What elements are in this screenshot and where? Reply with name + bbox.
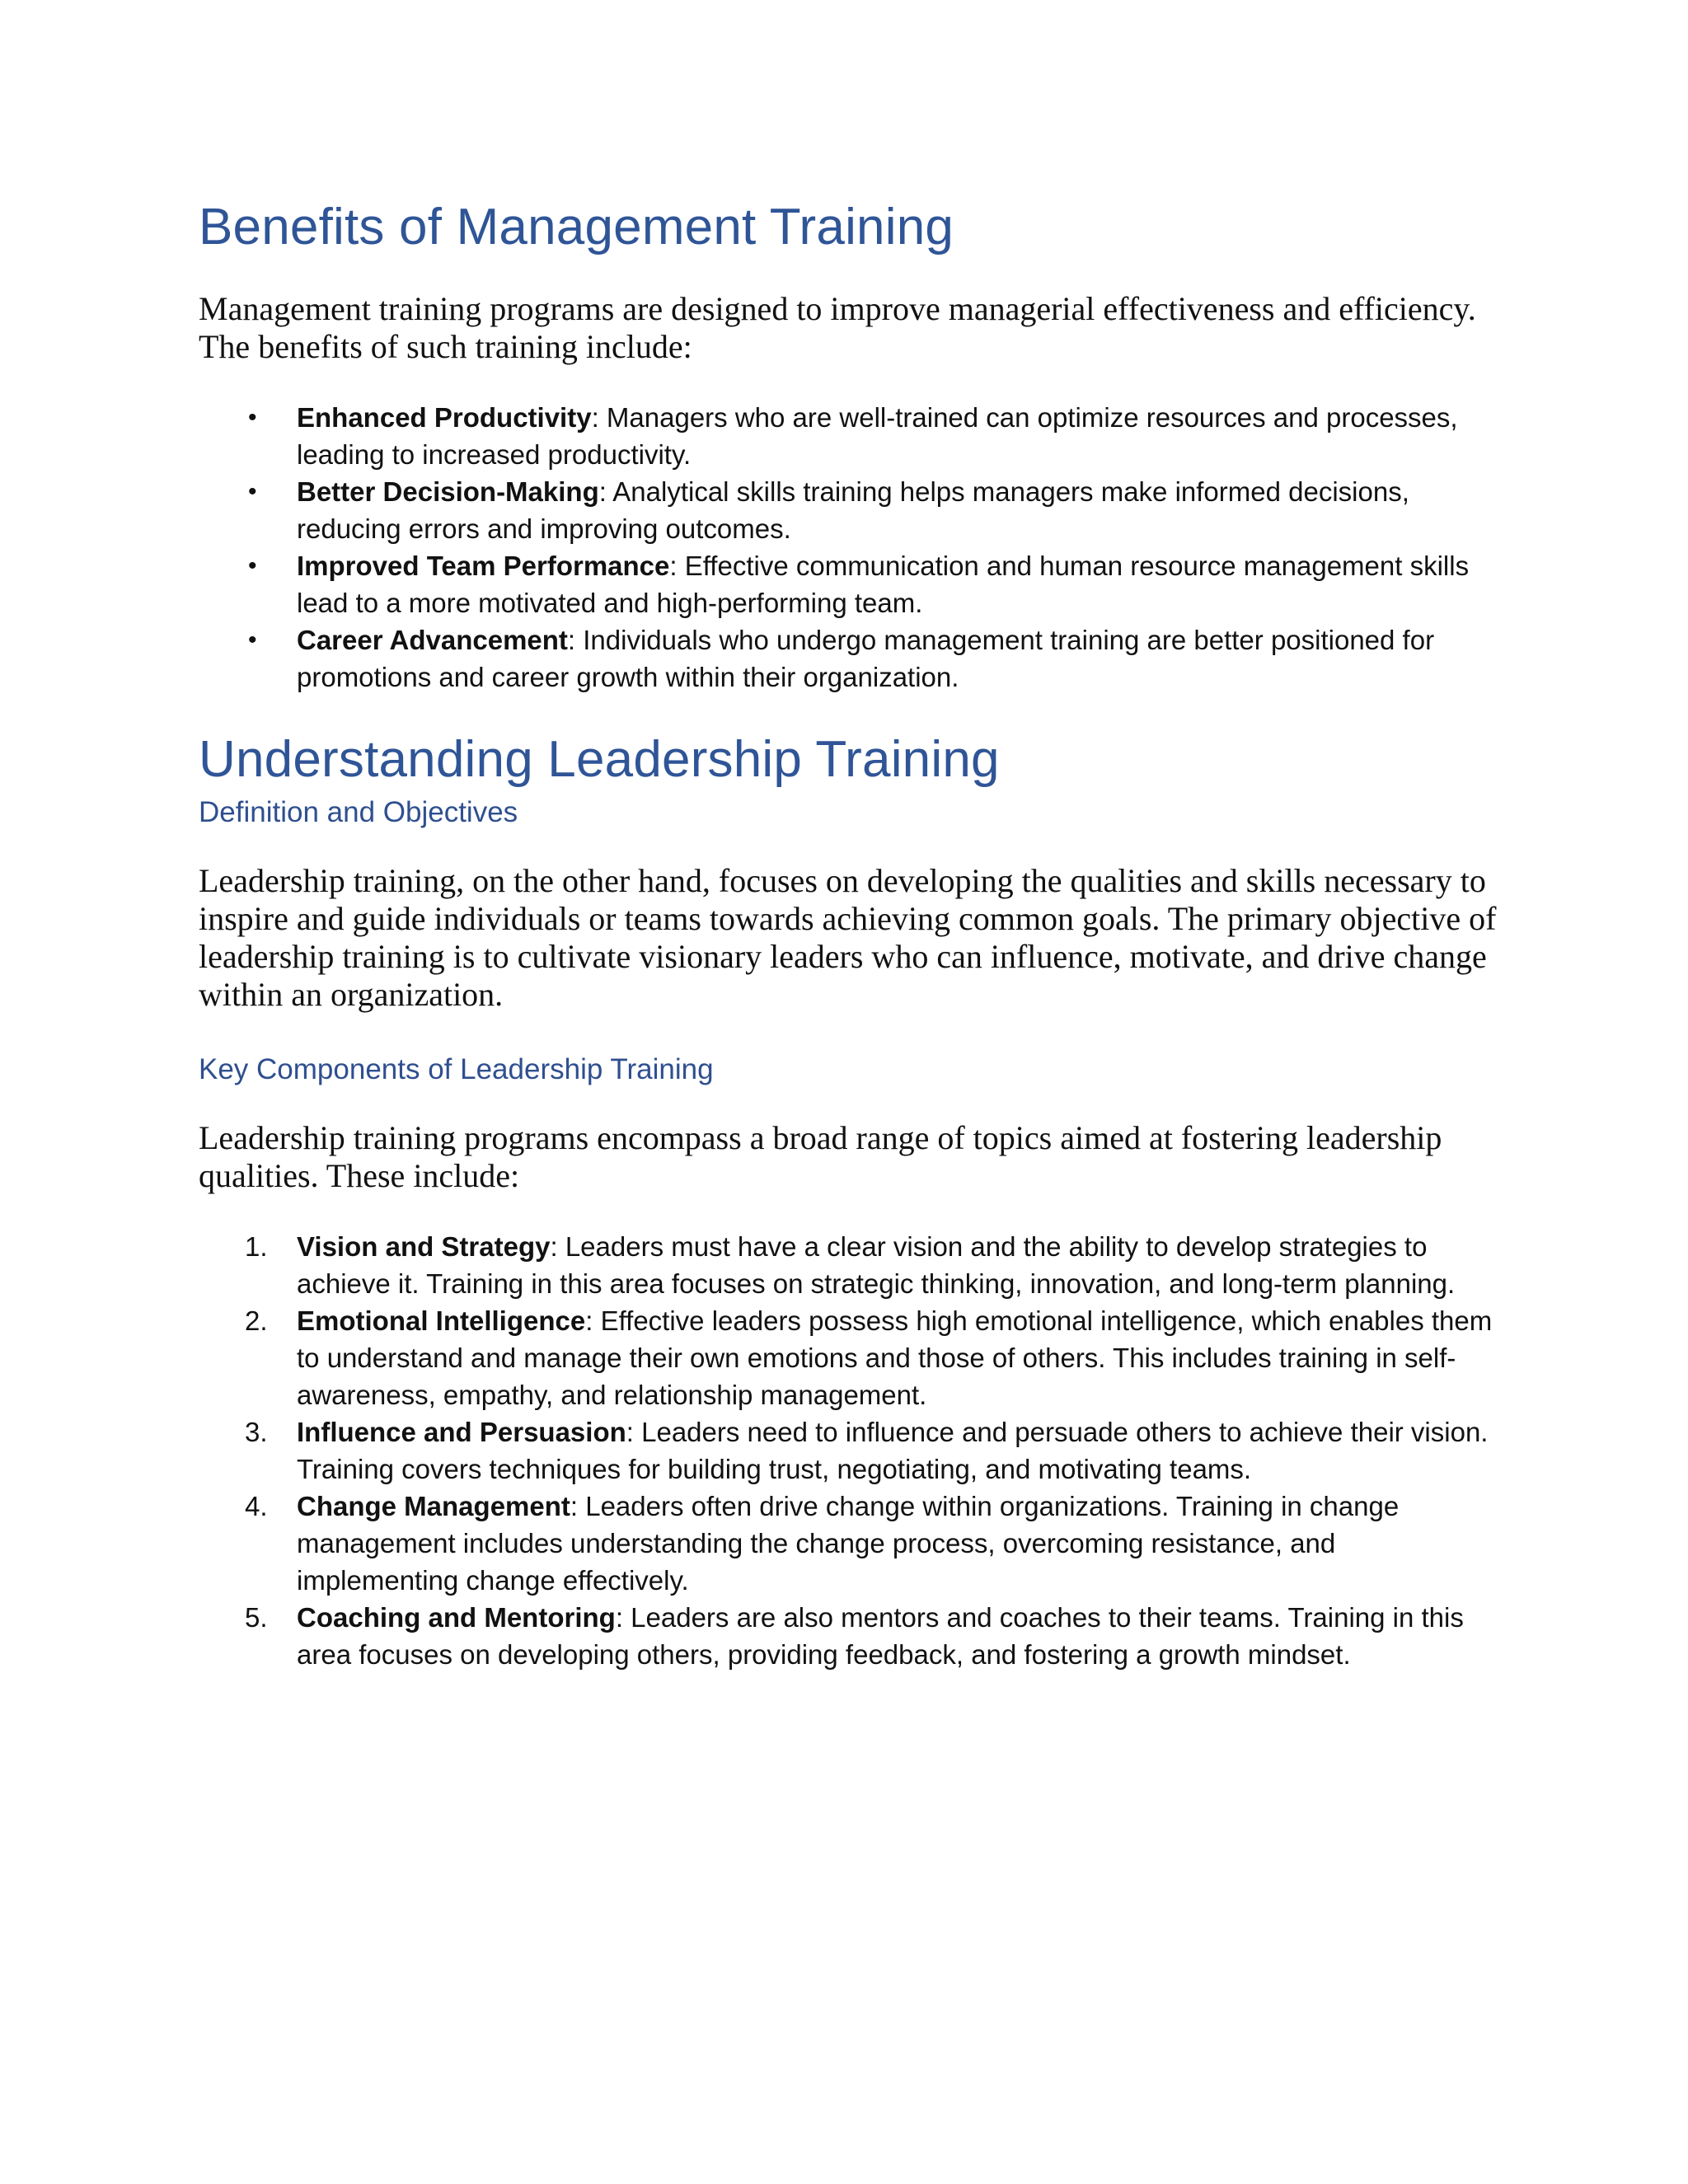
item-term: Improved Team Performance: [297, 551, 670, 581]
item-text: : Analytical skills training helps managers make informed decisions, reducing errors and improving outcomes.: [297, 476, 1409, 544]
key-components-list: [199, 1228, 1501, 1673]
item-term: Enhanced Productivity: [297, 402, 592, 433]
item-text: : Leaders need to influence and persuade others to achieve their vision. Training covers techniques for building trust, negotiating, and motivating teams.: [297, 1417, 1489, 1484]
subheading-key-components: Key Components of Leadership Training: [199, 1053, 714, 1085]
list-item: [199, 1488, 1501, 1599]
list-item: [199, 1413, 1501, 1488]
item-text: : Managers who are well-trained can optimize resources and processes, leading to increased productivity.: [297, 402, 1458, 470]
item-term: Emotional Intelligence: [297, 1305, 586, 1336]
item-term: Influence and Persuasion: [297, 1417, 626, 1447]
list-item: [199, 473, 1501, 547]
list-item: [199, 621, 1501, 696]
benefits-list: [199, 399, 1501, 696]
list-number: 3.: [245, 1417, 268, 1447]
item-term: Coaching and Mentoring: [297, 1602, 616, 1633]
item-term: Vision and Strategy: [297, 1231, 551, 1262]
list-number: 5.: [245, 1602, 268, 1633]
heading-leadership: Understanding Leadership Training: [199, 731, 1000, 788]
bullet-icon: •: [248, 478, 257, 505]
item-text: : Effective communication and human resource management skills lead to a more motivated and high-performing team.: [297, 551, 1470, 618]
list-item: [199, 1599, 1501, 1673]
item-term: Change Management: [297, 1491, 570, 1521]
item-term: Better Decision-Making: [297, 476, 599, 507]
list-number: 4.: [245, 1491, 268, 1521]
list-item: [199, 547, 1501, 621]
bullet-icon: •: [248, 552, 257, 579]
item-term: Career Advancement: [297, 625, 568, 655]
list-number: 1.: [245, 1231, 268, 1262]
item-text: : Leaders are also mentors and coaches to their teams. Training in this area focuses on developing others, providing feedback, and fostering a growth mindset.: [297, 1602, 1464, 1670]
heading-benefits: Benefits of Management Training: [199, 199, 954, 255]
bullet-icon: •: [248, 404, 257, 431]
definition-body: Leadership training, on the other hand, focuses on developing the qualities and skills necessary to inspire and guide individuals or teams towards achieving common goals. The primary objective of leadership training is to cultivate visionary leaders who can influence, motivate, and drive change within an organization.: [199, 862, 1497, 1013]
document-content: [199, 196, 1501, 1673]
list-item: [199, 399, 1501, 473]
list-item: [199, 1228, 1501, 1302]
item-text: : Individuals who undergo management training are better positioned for promotions and career growth within their organization.: [297, 625, 1435, 692]
item-text: : Leaders often drive change within organizations. Training in change management includes understanding the change process, overcoming resistance, and implementing change effectively.: [297, 1491, 1400, 1596]
item-text: : Effective leaders possess high emotional intelligence, which enables them to understand and manage their own emotions and those of others. This includes training in self-awareness, empathy, and relationship management.: [297, 1305, 1493, 1410]
key-components-intro: Leadership training programs encompass a broad range of topics aimed at fostering leadership qualities. These include:: [199, 1119, 1442, 1194]
list-item: [199, 1302, 1501, 1413]
bullet-icon: •: [248, 626, 257, 654]
item-text: : Leaders must have a clear vision and the ability to develop strategies to achieve it. Training in this area focuses on strategic thinking, innovation, and long-term planning.: [297, 1231, 1456, 1299]
list-number: 2.: [245, 1305, 268, 1336]
benefits-intro: Management training programs are designed to improve managerial effectiveness and efficiency. The benefits of such training include:: [199, 290, 1476, 365]
subheading-definition: Definition and Objectives: [199, 796, 518, 828]
